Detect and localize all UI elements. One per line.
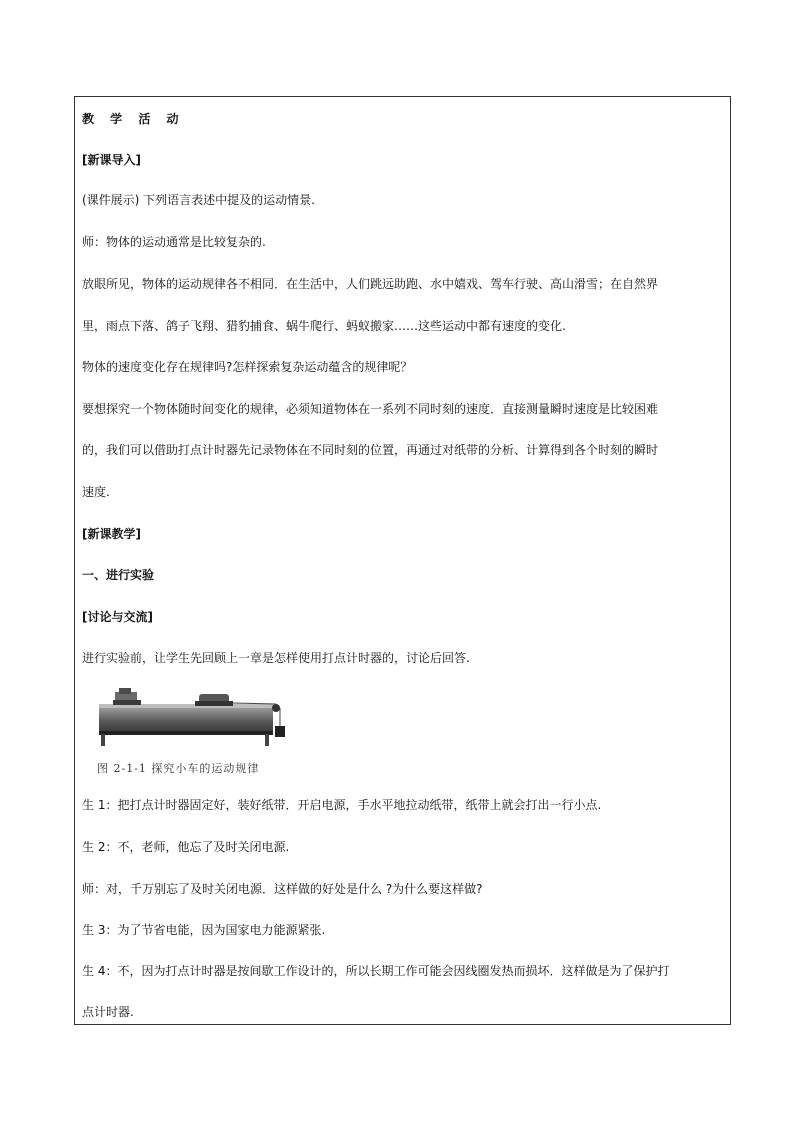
paragraph-1: (课件展示) 下列语言表述中提及的运动情景. (82, 193, 315, 207)
paragraph-5-line-2: 的，我们可以借助打点计时器先记录物体在不同时刻的位置，再通过对纸带的分析、计算得到各个时刻的瞬时 (82, 443, 659, 457)
student-1: 生 1：把打点计时器固定好，装好纸带．开启电源，手水平地拉动纸带，纸带上就会打出一行小点. (82, 798, 602, 812)
paragraph-5-line-1: 要想探究一个物体随时间变化的规律，必须知道物体在一系列不同时刻的速度．直接测量瞬时速度是比较困难 (82, 402, 659, 416)
track-cart-illustration (95, 686, 295, 750)
student-3: 生 3：为了节省电能，因为国家电力能源紧张. (82, 923, 326, 937)
paragraph-6: 进行实验前，让学生先回顾上一章是怎样使用打点计时器的，讨论后回答. (82, 651, 470, 665)
section-intro: [新课导入] (82, 153, 141, 167)
section-discuss: [讨论与交流] (82, 610, 153, 624)
paragraph-4: 物体的速度变化存在规律吗?怎样探索复杂运动蕴含的规律呢？ (82, 360, 413, 374)
paragraph-5-line-3: 速度. (82, 485, 110, 499)
student-4-line-2: 点计时器. (82, 1005, 134, 1019)
paragraph-2: 师：物体的运动通常是比较复杂的. (82, 235, 266, 249)
paragraph-3-line-2: 里，雨点下落、鸽子飞翔、猎豹捕食、蜗牛爬行、蚂蚁搬家……这些运动中都有速度的变化. (82, 319, 566, 333)
paragraph-3-line-1: 放眼所见，物体的运动规律各不相同．在生活中，人们跳远助跑、水中嬉戏、驾车行驶、高山滑雪；在自然界 (82, 277, 659, 291)
figure-caption: 图 2-1-1 探究小车的运动规律 (97, 762, 260, 775)
part-1-heading: 一、进行实验 (82, 568, 155, 582)
experiment-figure (95, 686, 295, 750)
heading: 教 学 活 动 (82, 112, 185, 126)
teacher-1: 师：对，千万别忘了及时关闭电源．这样做的好处是什么 ?为什么要这样做? (82, 882, 483, 896)
section-new: [新课教学] (82, 527, 141, 541)
student-4-line-1: 生 4：不，因为打点计时器是按间歇工作设计的，所以长期工作可能会因线圈发热而损坏．这样做是为了保护打 (82, 964, 670, 978)
student-2: 生 2：不，老师，他忘了及时关闭电源. (82, 840, 290, 854)
